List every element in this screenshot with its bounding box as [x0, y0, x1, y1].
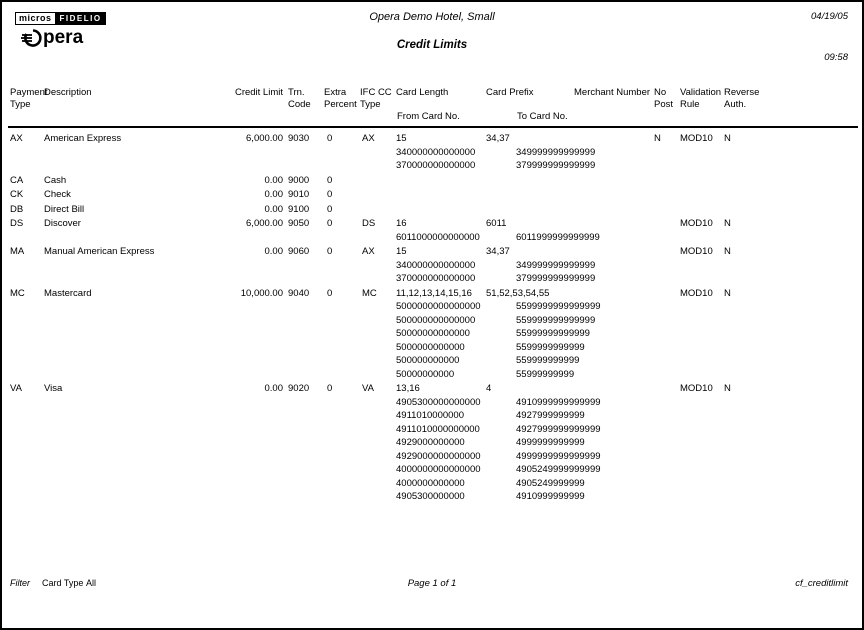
col-header-reverse-line1: Reverse [724, 87, 760, 98]
footer-page-info: Page 1 of 1 [407, 578, 457, 589]
col-header-description: Description [44, 87, 92, 98]
credit-limit-cell: 0.00 [264, 174, 283, 186]
card-number-range-line [2, 424, 862, 438]
to-card-no-cell: 349999999999999 [516, 259, 596, 271]
reverse-auth-cell: N [724, 287, 731, 299]
reverse-auth-cell: N [724, 133, 731, 144]
report-date: 04/19/05 [811, 11, 848, 22]
card-prefix-cell: 34,37 [486, 246, 510, 257]
card-prefix-cell: 4 [486, 383, 492, 394]
col-header-card-prefix: Card Prefix [486, 87, 534, 98]
table-row-main-line [2, 246, 862, 260]
from-card-no-cell: 4911010000000 [396, 410, 464, 421]
col-header-reverse-line2: Auth. [724, 99, 747, 110]
col-header-validation-line1: Validation [680, 87, 722, 98]
credit-limit-cell: 6,000.00 [246, 133, 283, 144]
extra-percent-cell: 0 [327, 174, 333, 186]
card-number-range-line [2, 464, 862, 478]
description-cell: Visa [44, 383, 63, 394]
from-card-no-cell: 5000000000000 [396, 341, 465, 353]
extra-percent-cell: 0 [327, 246, 333, 257]
payment-type-cell: CK [10, 189, 24, 200]
from-card-no-cell: 370000000000000 [396, 273, 476, 284]
col-header-credit-limit: Credit Limit [234, 87, 283, 98]
to-card-no-cell: 379999999999999 [516, 160, 596, 171]
from-card-no-cell: 50000000000 [396, 368, 455, 380]
table-row [2, 383, 862, 505]
from-card-no-cell: 340000000000000 [396, 146, 476, 158]
card-length-cell: 16 [396, 218, 407, 229]
table-row [2, 175, 862, 189]
report-time: 09:58 [824, 52, 848, 63]
col-header-card-length: Card Length [396, 87, 449, 98]
col-header-extra-line2: Percent [324, 99, 357, 110]
trn-code-cell: 9010 [288, 189, 310, 200]
trn-code-cell: 9020 [288, 383, 310, 394]
credit-limit-cell: 0.00 [264, 246, 283, 257]
description-cell: Cash [44, 174, 67, 186]
trn-code-cell: 9100 [288, 203, 310, 215]
to-card-no-cell: 55999999999 [516, 368, 575, 380]
report-title: Credit Limits [396, 39, 468, 51]
validation-rule-cell: MOD10 [680, 133, 713, 144]
card-number-range-line [2, 147, 862, 161]
from-card-no-cell: 4911010000000000 [396, 423, 480, 435]
table-row [2, 189, 862, 203]
description-cell: Discover [44, 218, 81, 229]
from-card-no-cell: 340000000000000 [396, 259, 476, 271]
to-card-no-cell: 4910999999999999 [516, 396, 601, 408]
payment-type-cell: DB [10, 203, 24, 215]
col-header-from-card-no: From Card No. [397, 111, 460, 122]
ifc-cc-type-cell: MC [362, 287, 377, 299]
card-number-range-line [2, 342, 862, 356]
no-post-cell: N [654, 133, 661, 144]
table-row-main-line [2, 288, 862, 302]
col-header-no-post-line1: No [654, 87, 667, 98]
col-header-extra-line1: Extra [324, 87, 347, 98]
to-card-no-cell: 4905249999999999 [516, 464, 601, 475]
footer-filter-value: All [86, 578, 97, 588]
opera-logo-text: pera [43, 27, 84, 48]
card-number-range-line [2, 328, 862, 342]
from-card-no-cell: 4929000000000 [396, 437, 465, 448]
extra-percent-cell: 0 [327, 287, 333, 299]
to-card-no-cell: 349999999999999 [516, 146, 596, 158]
col-header-trn-line2: Code [288, 99, 311, 110]
from-card-no-cell: 6011000000000000 [396, 231, 480, 243]
ifc-cc-type-cell: AX [362, 246, 375, 257]
card-number-range-line [2, 301, 862, 315]
card-number-range-line [2, 160, 862, 174]
reverse-auth-cell: N [724, 218, 731, 229]
ifc-cc-type-cell: AX [362, 133, 375, 144]
to-card-no-cell: 5599999999999999 [516, 301, 601, 312]
card-prefix-cell: 34,37 [486, 133, 510, 144]
trn-code-cell: 9050 [288, 218, 310, 229]
extra-percent-cell: 0 [327, 189, 333, 200]
from-card-no-cell: 4905300000000 [396, 491, 465, 502]
description-cell: Check [44, 189, 71, 200]
footer-filter-field: Card Type [42, 578, 84, 588]
from-card-no-cell: 4000000000000000 [396, 464, 481, 475]
from-card-no-cell: 370000000000000 [396, 160, 476, 171]
validation-rule-cell: MOD10 [680, 246, 713, 257]
from-card-no-cell: 4000000000000 [396, 477, 465, 489]
table-row-main-line [2, 189, 862, 203]
validation-rule-cell: MOD10 [680, 383, 713, 394]
card-number-range-line [2, 410, 862, 424]
reverse-auth-cell: N [724, 383, 731, 394]
col-header-to-card-no: To Card No. [517, 111, 568, 122]
extra-percent-cell: 0 [327, 203, 333, 215]
to-card-no-cell: 379999999999999 [516, 273, 596, 284]
card-length-cell: 15 [396, 133, 407, 144]
trn-code-cell: 9040 [288, 287, 310, 299]
card-number-range-line [2, 397, 862, 411]
trn-code-cell: 9000 [288, 174, 310, 186]
card-number-range-line [2, 451, 862, 465]
micros-logo-text: micros [15, 12, 56, 25]
table-body [2, 133, 862, 506]
card-prefix-cell: 51,52,53,54,55 [486, 287, 550, 299]
table-row [2, 204, 862, 218]
table-row [2, 218, 862, 245]
from-card-no-cell: 4929000000000000 [396, 450, 481, 462]
card-number-range-line [2, 260, 862, 274]
ifc-cc-type-cell: VA [362, 383, 374, 394]
payment-type-cell: AX [10, 133, 23, 144]
footer-report-code: cf_creditlimit [795, 578, 848, 589]
card-number-range-line [2, 437, 862, 451]
credit-limit-cell: 0.00 [264, 189, 283, 200]
to-card-no-cell: 4927999999999 [516, 410, 585, 421]
card-number-range-line [2, 273, 862, 287]
validation-rule-cell: MOD10 [680, 218, 713, 229]
card-number-range-line [2, 478, 862, 492]
card-number-range-line [2, 491, 862, 505]
table-row-main-line [2, 383, 862, 397]
to-card-no-cell: 6011999999999999 [516, 231, 600, 243]
col-header-payment-type-line2: Type [10, 99, 31, 110]
extra-percent-cell: 0 [327, 383, 333, 394]
extra-percent-cell: 0 [327, 133, 333, 144]
payment-type-cell: MC [10, 287, 25, 299]
payment-type-cell: CA [10, 174, 24, 186]
description-cell: Direct Bill [44, 203, 85, 215]
to-card-no-cell: 55999999999999 [516, 328, 590, 339]
description-cell: Mastercard [44, 287, 92, 299]
table-row-main-line [2, 133, 862, 147]
trn-code-cell: 9030 [288, 133, 310, 144]
trn-code-cell: 9060 [288, 246, 310, 257]
to-card-no-cell: 4999999999999999 [516, 450, 601, 462]
from-card-no-cell: 500000000000000 [396, 314, 476, 326]
col-header-validation-line2: Rule [680, 99, 700, 110]
ifc-cc-type-cell: DS [362, 218, 376, 229]
from-card-no-cell: 50000000000000 [396, 328, 470, 339]
to-card-no-cell: 5599999999999 [516, 341, 585, 353]
card-number-range-line [2, 315, 862, 329]
card-length-cell: 11,12,13,14,15,16 [396, 287, 472, 299]
card-number-range-line [2, 369, 862, 383]
to-card-no-cell: 4999999999999 [516, 437, 585, 448]
col-header-ifc-cc-line2: Type [360, 99, 381, 110]
validation-rule-cell: MOD10 [680, 287, 713, 299]
to-card-no-cell: 559999999999 [516, 355, 580, 366]
credit-limit-cell: 6,000.00 [246, 218, 283, 229]
col-header-payment-type-line1: Payment [10, 87, 48, 98]
footer-filter-label: Filter [10, 578, 30, 588]
description-cell: Manual American Express [44, 246, 155, 257]
payment-type-cell: DS [10, 218, 24, 229]
from-card-no-cell: 5000000000000000 [396, 301, 481, 312]
table-row [2, 288, 862, 383]
table-row [2, 133, 862, 174]
table-row-main-line [2, 204, 862, 218]
payment-type-cell: MA [10, 246, 25, 257]
to-card-no-cell: 4927999999999999 [516, 423, 601, 435]
card-length-cell: 13,16 [396, 383, 420, 394]
payment-type-cell: VA [10, 383, 22, 394]
credit-limit-cell: 0.00 [264, 203, 283, 215]
col-header-trn-line1: Trn. [288, 87, 305, 98]
card-prefix-cell: 6011 [486, 218, 507, 229]
extra-percent-cell: 0 [327, 218, 333, 229]
card-number-range-line [2, 355, 862, 369]
reverse-auth-cell: N [724, 246, 731, 257]
description-cell: American Express [44, 133, 122, 144]
credit-limit-cell: 0.00 [264, 383, 283, 394]
fidelio-logo-text: FIDELIO [56, 12, 106, 25]
col-header-no-post-line2: Post [654, 99, 674, 110]
to-card-no-cell: 559999999999999 [516, 314, 596, 326]
header-rule-line [8, 126, 858, 128]
from-card-no-cell: 4905300000000000 [396, 396, 481, 408]
table-row-main-line [2, 175, 862, 189]
col-header-merchant-number: Merchant Number [574, 87, 651, 98]
card-number-range-line [2, 232, 862, 246]
hotel-name: Opera Demo Hotel, Small [369, 11, 495, 23]
card-length-cell: 15 [396, 246, 407, 257]
table-row-main-line [2, 218, 862, 232]
credit-limit-cell: 10,000.00 [240, 287, 283, 299]
col-header-ifc-cc-line1: IFC CC [360, 87, 392, 98]
to-card-no-cell: 4910999999999 [516, 491, 585, 502]
from-card-no-cell: 500000000000 [396, 355, 460, 366]
table-row [2, 246, 862, 287]
to-card-no-cell: 4905249999999 [516, 477, 585, 489]
